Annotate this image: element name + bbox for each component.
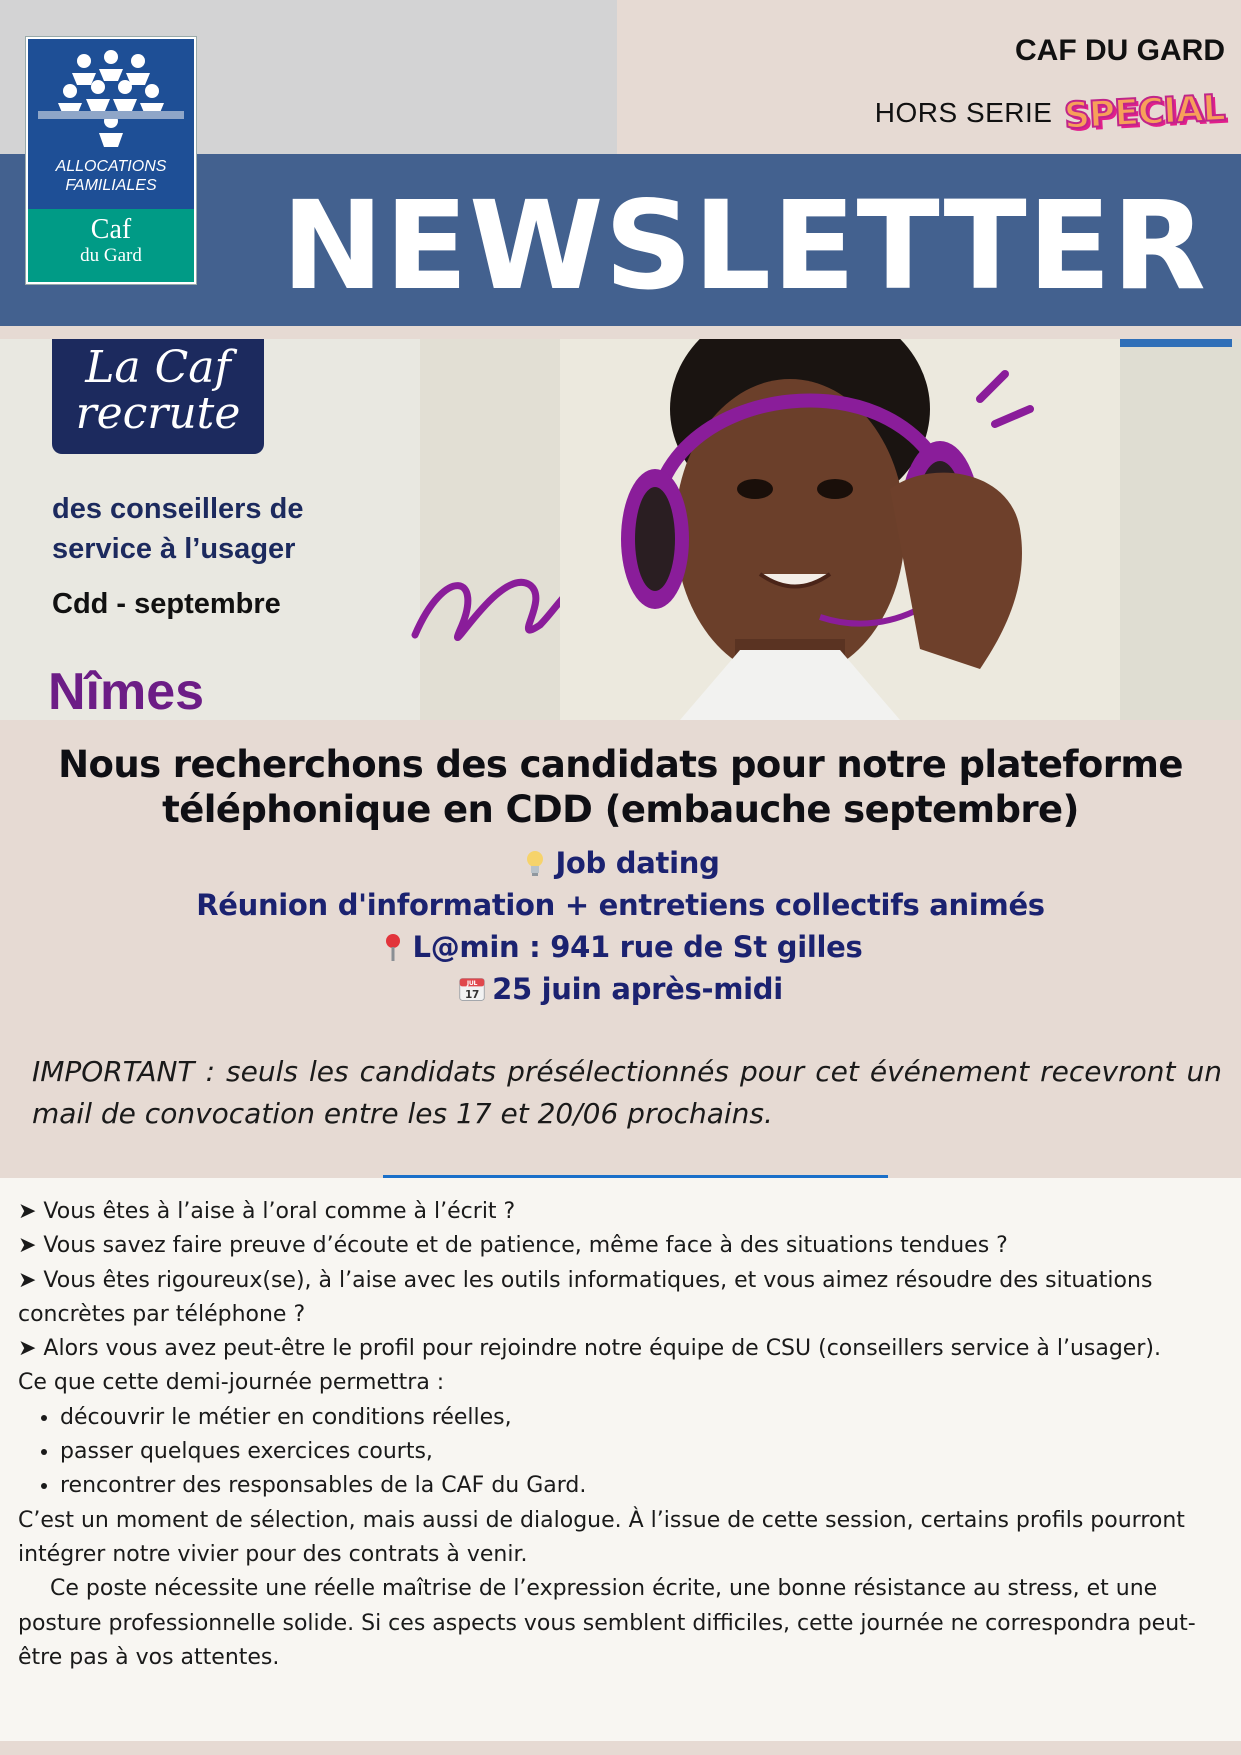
reunion-text: Réunion d'information + entretiens collectifs animés bbox=[196, 888, 1045, 922]
lightbulb-icon bbox=[521, 848, 549, 878]
selection-paragraph: C’est un moment de sélection, mais aussi de dialogue. À l’issue de cette session, certains profils pourront intégrer notre vivier pour des contrats à venir. bbox=[18, 1507, 1185, 1567]
caf-logo bbox=[26, 37, 196, 284]
recrute-line1: La Caf bbox=[85, 342, 231, 393]
calendar-icon bbox=[458, 974, 486, 1004]
pin-icon bbox=[379, 932, 407, 962]
logo-text bbox=[28, 157, 194, 195]
special-badge: SPECIAL bbox=[1063, 87, 1226, 138]
job-dating-text: Job dating bbox=[555, 846, 720, 880]
family-figures-icon bbox=[28, 47, 194, 152]
newsletter-title: NEWSLETTER bbox=[281, 175, 1207, 317]
hero-contract: Cdd - septembre bbox=[52, 588, 281, 620]
recrute-line2: recrute bbox=[75, 388, 241, 439]
event-info bbox=[0, 842, 1241, 1010]
reunion-line bbox=[0, 884, 1241, 926]
warning-paragraph: Ce poste nécessite une réelle maîtrise de l’expression écrite, une bonne résistance au stress, et une posture professionnelle solide. Si ces aspects vous semblent difficiles, cette journée ne correspondra peut-être pas à vos attentes. bbox=[18, 1576, 1196, 1670]
question-2: ➤ Vous savez faire preuve d’écoute et de patience, même face à des situations tendues ? bbox=[18, 1233, 1008, 1259]
calendar-icon-month: JUL bbox=[466, 980, 478, 988]
la-caf-recrute-box bbox=[52, 339, 264, 454]
benefits-list bbox=[18, 1401, 1228, 1504]
hors-serie-label: HORS SERIE bbox=[874, 96, 1053, 128]
list-item: • découvrir le métier en conditions réelles, bbox=[60, 1401, 1228, 1435]
date-line bbox=[0, 968, 1241, 1010]
hero-city: Nîmes bbox=[48, 663, 205, 720]
question-4: ➤ Alors vous avez peut-être le profil pour rejoindre notre équipe de CSU (conseillers service à l’usager). bbox=[18, 1336, 1161, 1362]
location-line bbox=[0, 926, 1241, 968]
body-text bbox=[18, 1195, 1228, 1675]
logo-line1: ALLOCATIONS bbox=[55, 158, 167, 175]
date-text: 25 juin après-midi bbox=[492, 972, 783, 1006]
hero-banner bbox=[0, 339, 1241, 720]
logo-green-panel bbox=[28, 209, 194, 282]
headline: Nous recherchons des candidats pour notre plateforme téléphonique en CDD (embauche septembre) bbox=[58, 743, 1183, 831]
question-1: ➤ Vous êtes à l’aise à l’oral comme à l’écrit ? bbox=[18, 1199, 516, 1224]
hors-serie-line bbox=[874, 87, 1226, 138]
section-divider bbox=[383, 1175, 888, 1178]
important-notice: IMPORTANT : seuls les candidats présélectionnés pour cet événement recevront un mail de convocation entre les 17 et 20/06 prochains. bbox=[32, 1055, 1222, 1130]
org-title: CAF DU GARD bbox=[1015, 34, 1225, 67]
job-dating-line bbox=[0, 842, 1241, 884]
question-3: ➤ Vous êtes rigoureux(se), à l’aise avec les outils informatiques, et vous aimez résoudre des situations concrètes par téléphone ? bbox=[18, 1267, 1153, 1327]
list-item: • rencontrer des responsables de la CAF du Gard. bbox=[60, 1469, 1228, 1503]
logo-stripe bbox=[38, 111, 184, 119]
location-text: L@min : 941 rue de St gilles bbox=[412, 930, 863, 964]
agent-photo bbox=[560, 339, 1120, 720]
hero-job-title: des conseillers de service à l’usager bbox=[52, 493, 304, 565]
logo-line2: FAMILIALES bbox=[65, 177, 157, 194]
intro-line: Ce que cette demi-journée permettra : bbox=[18, 1370, 445, 1396]
list-item: • passer quelques exercices courts, bbox=[60, 1435, 1228, 1469]
logo-du-gard: du Gard bbox=[80, 245, 142, 266]
logo-caf: Caf bbox=[90, 214, 132, 245]
calendar-icon-day: 17 bbox=[465, 988, 480, 1001]
